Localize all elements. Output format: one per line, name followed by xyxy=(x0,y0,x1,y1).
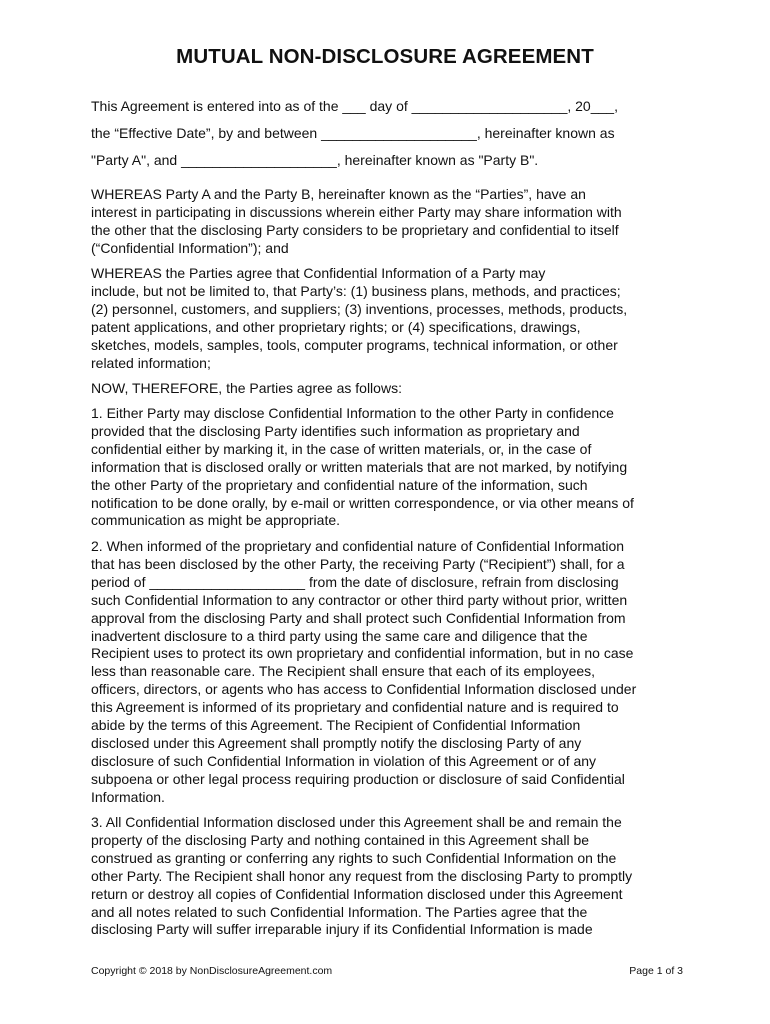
clause-3: 3. All Confidential Information disclosed under this Agreement shall be and remain the property of the disclosing Party and nothing contained in this Agreement shall be construed as granting or conferring any rights to such Confidential Information on the other Party. The Recipient shall honor any request from the disclosing Party to promptly return or destroy all copies of Confidential Information disclosed under this Agreement and all notes related to such Confidential Information. The Parties agree that the disclosing Party will suffer irreparable injury if its Confidential Information is made xyxy=(91,814,633,938)
footer-copyright: Copyright © 2018 by NonDisclosureAgreement.com xyxy=(91,965,333,977)
intro-line-3: "Party A", and ____________________, hereinafter known as "Party B". xyxy=(91,152,539,168)
whereas-paragraph-1: WHEREAS Party A and the Party B, hereinafter known as the “Parties”, have an interest in participating in discussions wherein either Party may share information with the other that the disclosing Party considers to be proprietary and confidential to itself (“Confidential Information”); and xyxy=(91,186,622,256)
intro-line-2: the “Effective Date”, by and between ____________________, hereinafter known as xyxy=(91,125,615,141)
clause-1: 1. Either Party may disclose Confidential Information to the other Party in confidence provided that the disclosing Party identifies such information as proprietary and confidential either by marking it, in the case of written materials, or, in the case of information that is disclosed orally or written materials that are not marked, by notifying the other Party of the proprietary and confidential nature of the information, such notification to be done orally, by e-mail or written correspondence, or via other means of communication as might be appropriate. xyxy=(91,405,634,529)
document-title: MUTUAL NON-DISCLOSURE AGREEMENT xyxy=(176,45,594,68)
now-therefore-paragraph: NOW, THEREFORE, the Parties agree as follows: xyxy=(91,380,402,396)
whereas-paragraph-2: WHEREAS the Parties agree that Confidential Information of a Party may include, but not be limited to, that Party’s: (1) business plans, methods, and practices; (2) personnel, customers, and suppliers; (3) inventions, processes, methods, products, patent applications, and other proprietary rights; or (4) specifications, drawings, sketches, models, samples, tools, computer programs, technical information, or other related information; xyxy=(91,265,628,371)
footer-page-number: Page 1 of 3 xyxy=(629,965,683,977)
clause-2: 2. When informed of the proprietary and confidential nature of Confidential Information that has been disclosed by the other Party, the receiving Party (“Recipient”) shall, for a period of ____________________ from the date of disclosure, refrain from disclosing such Confidential Information to any contractor or other third party without prior, written approval from the disclosing Party and shall protect such Confidential Information from inadvertent disclosure to a third party using the same care and diligence that the Recipient uses to protect its own proprietary and confidential information, but in no case less than reasonable care. The Recipient shall ensure that each of its employees, officers, directors, or agents who has access to Confidential Information disclosed under this Agreement is informed of its proprietary and confidential nature and is required to abide by the terms of this Agreement. The Recipient of Confidential Information disclosed under this Agreement shall promptly notify the disclosing Party of any disclosure of such Confidential Information in violation of this Agreement or of any subpoena or other legal process requiring production or disclosure of said Confidential Information. xyxy=(91,538,637,805)
intro-line-1: This Agreement is entered into as of the ___ day of ____________________, 20___, xyxy=(91,98,618,114)
